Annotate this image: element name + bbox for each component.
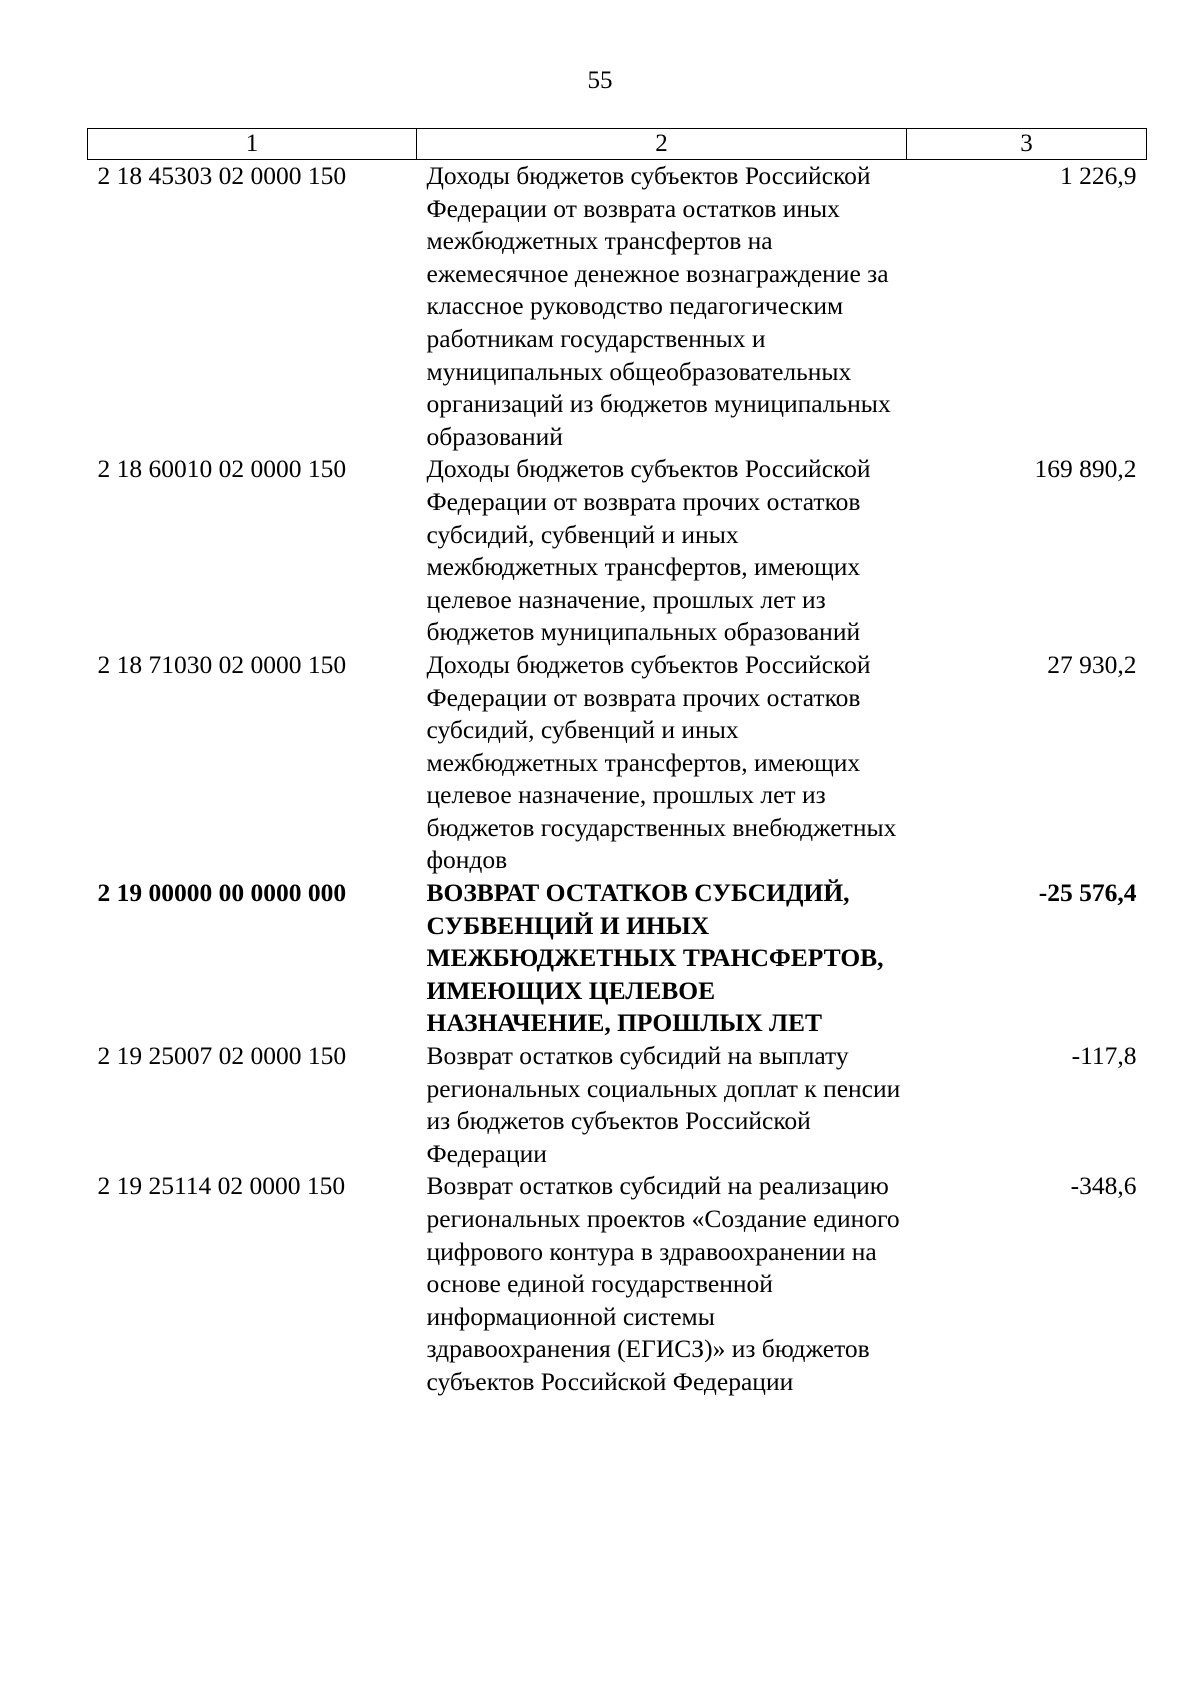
row-description: Возврат остатков субсидий на выплату региональных социальных доплат к пенсии из бюджетов субъектов Российской Федерации bbox=[426, 1041, 901, 1168]
row-description: Возврат остатков субсидий на реализацию региональных проектов «Создание единого цифрового контура в здравоохранении на основе единой государственной информационной системы здравоохранения (ЕГИСЗ)» из бюджетов субъектов Российской Федерации bbox=[426, 1171, 900, 1396]
table-row bbox=[88, 1040, 1147, 1170]
table-row bbox=[88, 649, 1147, 877]
row-amount: 169 890,2 bbox=[1034, 454, 1137, 484]
column-header-amount: 3 bbox=[907, 129, 1147, 160]
row-description: Доходы бюджетов субъектов Российской Федерации от возврата прочих остатков субсидий, субвенций и иных межбюджетных трансфертов, имеющих целевое назначение, прошлых лет из бюджетов муниципальных образований bbox=[426, 454, 871, 647]
column-header-description: 2 bbox=[417, 129, 907, 160]
row-description: Доходы бюджетов субъектов Российской Федерации от возврата остатков иных межбюджетных трансфертов на ежемесячное денежное вознаграждение за классное руководство педагогическим работникам государственных и муниципальных общеобразовательных организаций из бюджетов муниципальных образований bbox=[426, 161, 891, 451]
row-code: 2 18 71030 02 0000 150 bbox=[97, 649, 347, 679]
row-amount: -117,8 bbox=[1071, 1041, 1137, 1071]
row-description: Доходы бюджетов субъектов Российской Федерации от возврата прочих остатков субсидий, субвенций и иных межбюджетных трансфертов, имеющих целевое назначение, прошлых лет из бюджетов государственных внебюджетных фондов bbox=[426, 649, 897, 875]
row-amount: -25 576,4 bbox=[1038, 878, 1137, 908]
row-amount: -348,6 bbox=[1070, 1171, 1137, 1201]
table-row bbox=[88, 1170, 1147, 1398]
page-number: 55 bbox=[587, 67, 613, 94]
row-amount: 1 226,9 bbox=[1060, 161, 1137, 190]
table-row bbox=[88, 453, 1147, 649]
row-code: 2 19 00000 00 0000 000 bbox=[97, 878, 347, 908]
budget-table bbox=[87, 128, 1147, 1399]
table-body bbox=[88, 160, 1147, 1399]
column-header-code: 1 bbox=[88, 129, 417, 160]
table-row bbox=[88, 160, 1147, 454]
row-code: 2 19 25007 02 0000 150 bbox=[97, 1041, 347, 1071]
table-row-section-total bbox=[88, 877, 1147, 1040]
row-code: 2 18 45303 02 0000 150 bbox=[97, 161, 347, 190]
row-amount: 27 930,2 bbox=[1047, 649, 1137, 679]
row-description: ВОЗВРАТ ОСТАТКОВ СУБСИДИЙ, СУБВЕНЦИЙ И ИНЫХ МЕЖБЮДЖЕТНЫХ ТРАНСФЕРТОВ, ИМЕЮЩИХ ЦЕЛЕВОЕ НАЗНАЧЕНИЕ, ПРОШЛЫХ ЛЕТ bbox=[426, 878, 884, 1038]
header-row bbox=[88, 129, 1147, 160]
table-header bbox=[88, 129, 1147, 160]
row-code: 2 18 60010 02 0000 150 bbox=[97, 454, 347, 484]
row-code: 2 19 25114 02 0000 150 bbox=[97, 1171, 346, 1201]
